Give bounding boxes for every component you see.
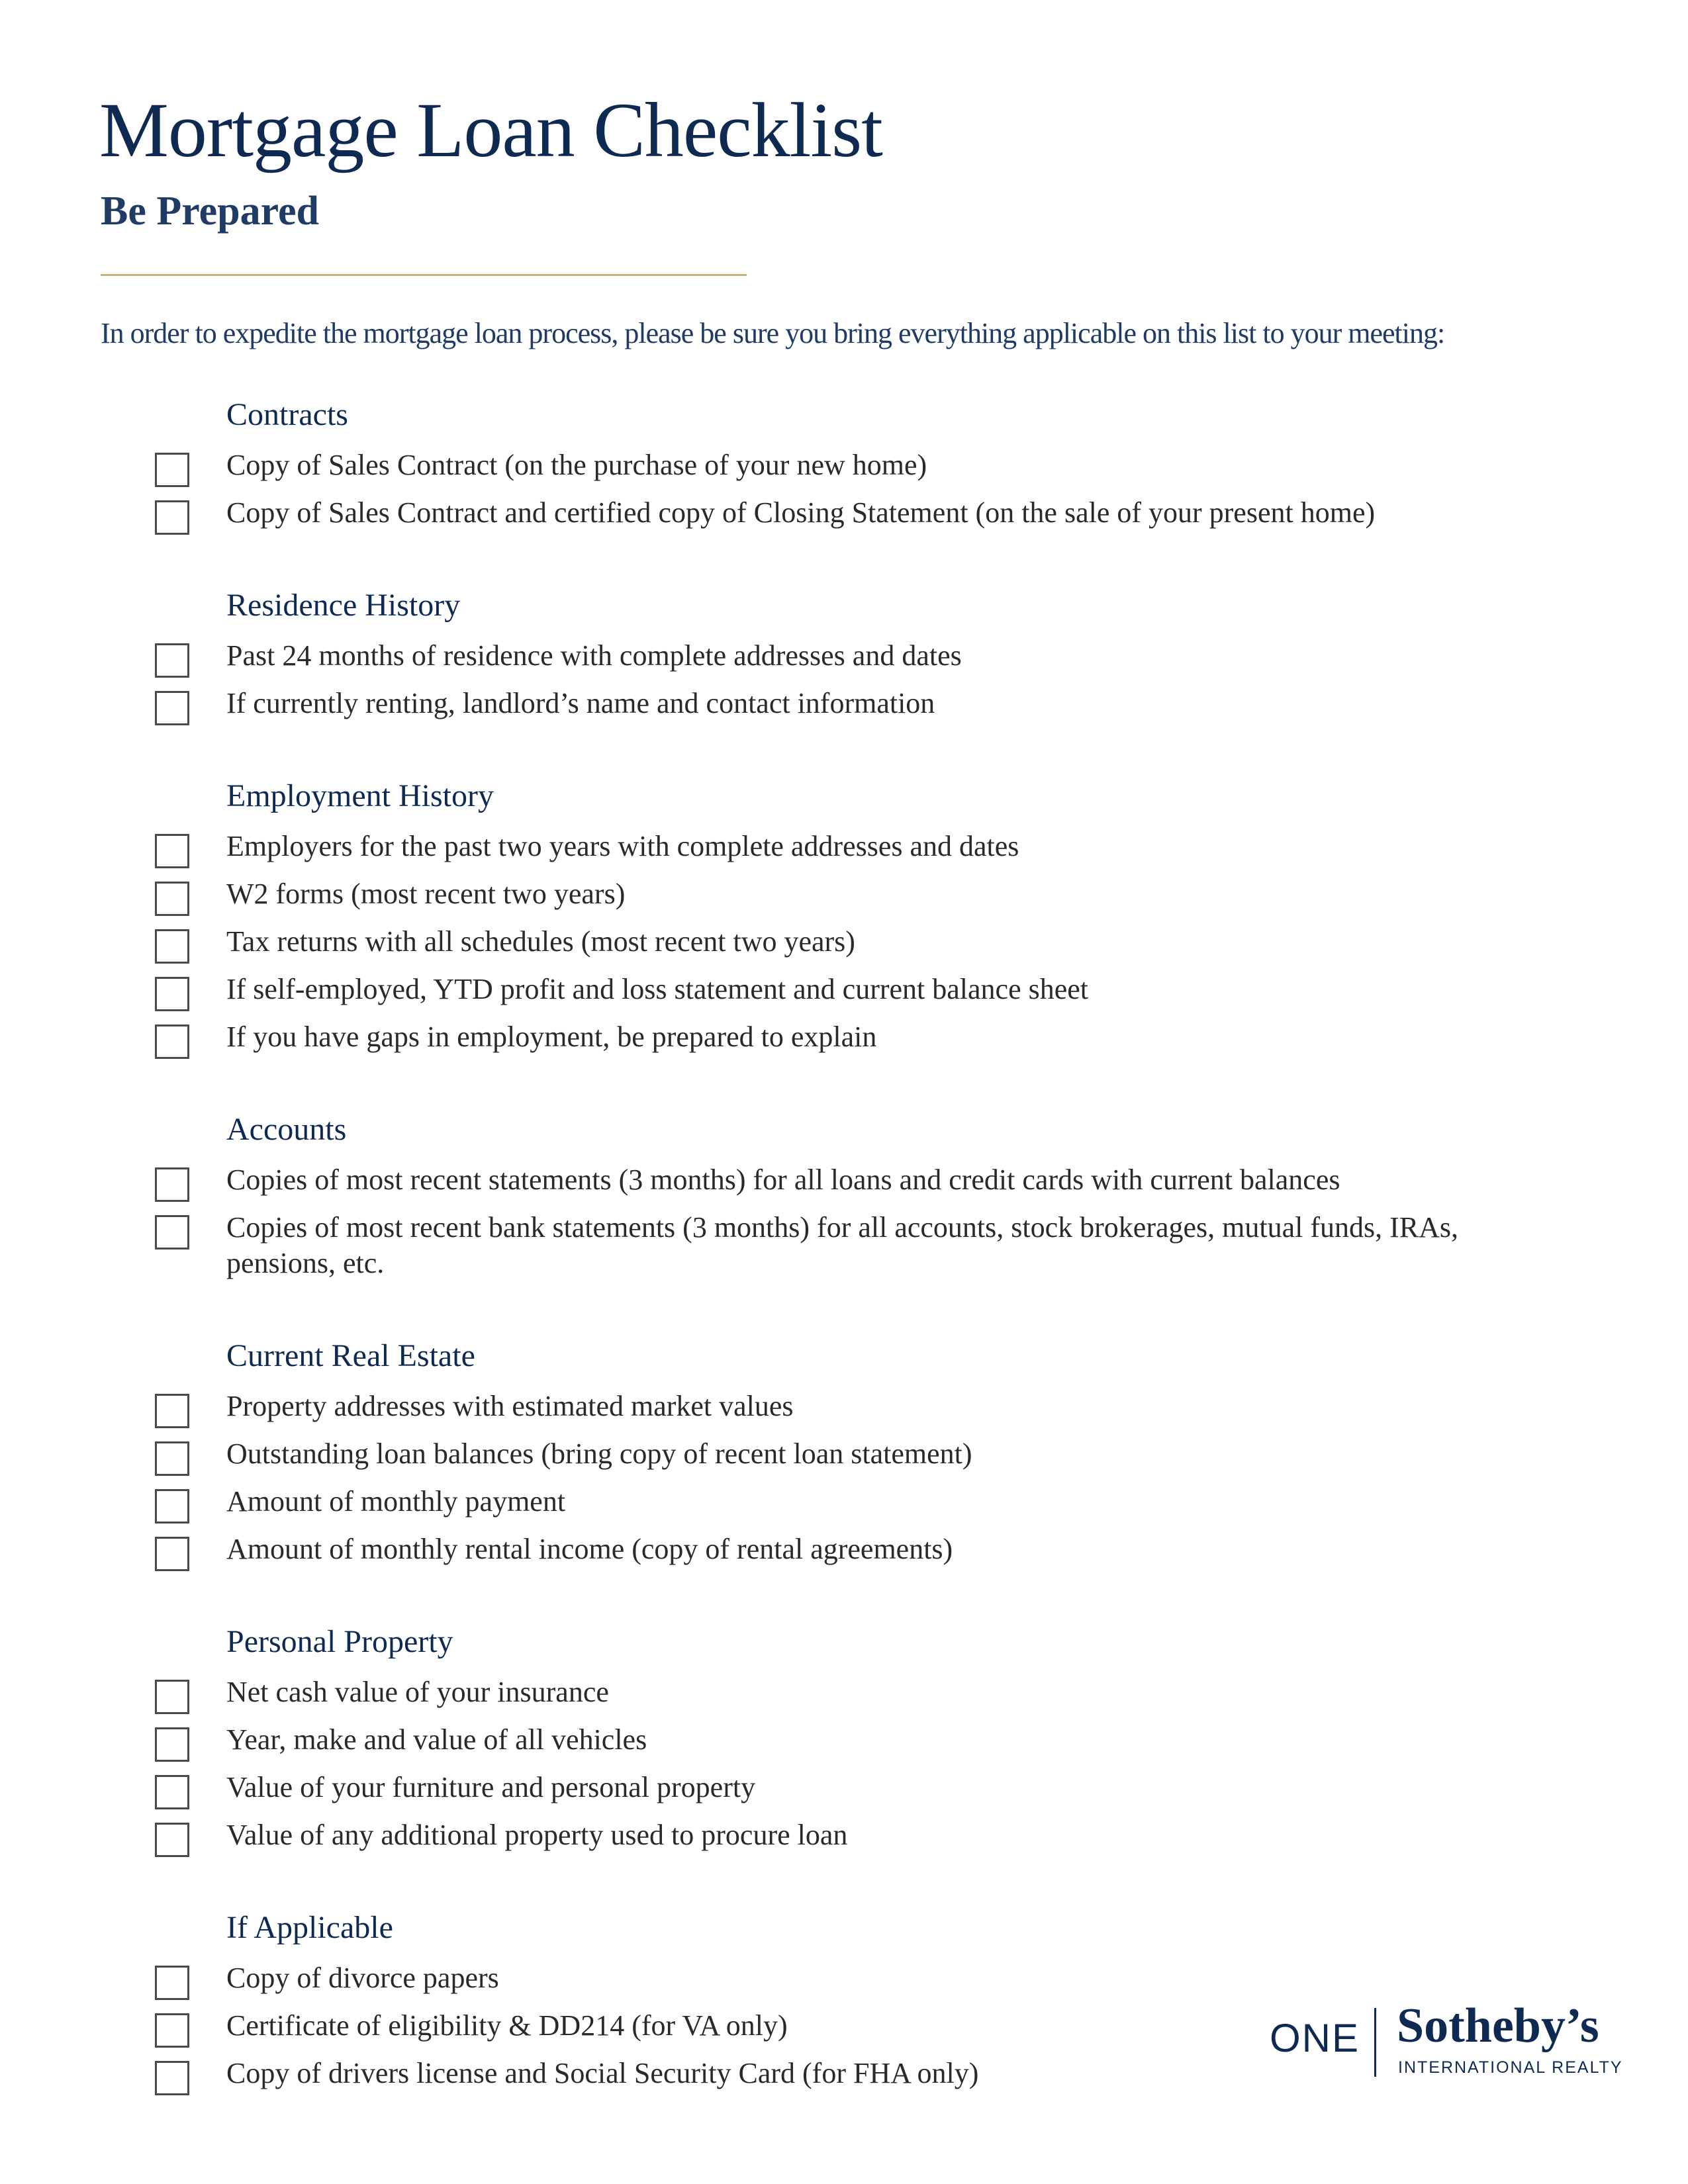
item-label: Certificate of eligibility & DD214 (for VA only) (226, 2009, 788, 2042)
checkbox[interactable] (155, 1489, 189, 1524)
checkbox[interactable] (155, 1441, 189, 1476)
section-title: Accounts (226, 1112, 347, 1147)
checkbox[interactable] (155, 500, 189, 535)
title-divider (101, 274, 747, 276)
checkbox[interactable] (155, 2061, 189, 2095)
checkbox[interactable] (155, 453, 189, 487)
checkbox[interactable] (155, 1215, 189, 1250)
page-subtitle: Be Prepared (101, 189, 320, 234)
item-label: Copy of drivers license and Social Security Card (for FHA only) (226, 2057, 979, 2089)
logo-tagline: INTERNATIONAL REALTY (1398, 2058, 1623, 2077)
checkbox[interactable] (155, 1823, 189, 1857)
section-title: Contracts (226, 397, 348, 432)
page-title: Mortgage Loan Checklist (99, 87, 882, 173)
checkbox[interactable] (155, 643, 189, 678)
item-label: Value of any additional property used to procure loan (226, 1819, 848, 1851)
checkbox[interactable] (155, 834, 189, 868)
checkbox[interactable] (155, 2013, 189, 2048)
section-title: If Applicable (226, 1910, 393, 1945)
checkbox[interactable] (155, 1727, 189, 1762)
checkbox[interactable] (155, 1966, 189, 2000)
checkbox[interactable] (155, 1167, 189, 1202)
item-label: Copy of Sales Contract and certified copy of Closing Statement (on the sale of your present home) (226, 496, 1376, 529)
section-title: Current Real Estate (226, 1338, 475, 1373)
item-label: Outstanding loan balances (bring copy of recent loan statement) (226, 1437, 972, 1470)
section-title: Personal Property (226, 1624, 453, 1659)
intro-text: In order to expedite the mortgage loan process, please be sure you bring everything applicable on this list to your meeting: (101, 317, 1445, 349)
item-label: Copies of most recent statements (3 months) for all loans and credit cards with current balances (226, 1163, 1340, 1196)
item-label: W2 forms (most recent two years) (226, 878, 626, 910)
logo-one-text: ONE (1270, 2016, 1360, 2060)
item-label: Copies of most recent bank statements (3 months) for all accounts, stock brokerages, mutual funds, IRAs, pensions, etc. (226, 1211, 1459, 1279)
item-label: Tax returns with all schedules (most recent two years) (226, 925, 855, 958)
checkbox[interactable] (155, 882, 189, 916)
checkbox[interactable] (155, 1680, 189, 1714)
item-label: Employers for the past two years with complete addresses and dates (226, 830, 1019, 862)
logo-divider (1374, 2008, 1376, 2077)
item-label: Past 24 months of residence with complete addresses and dates (226, 639, 962, 672)
item-label: If self-employed, YTD profit and loss statement and current balance sheet (226, 973, 1089, 1005)
item-label: If currently renting, landlord’s name and contact information (226, 687, 935, 719)
checkbox[interactable] (155, 1537, 189, 1571)
item-label: Copy of Sales Contract (on the purchase of your new home) (226, 449, 927, 481)
item-label: If you have gaps in employment, be prepared to explain (226, 1021, 877, 1053)
checkbox[interactable] (155, 929, 189, 964)
item-label: Amount of monthly payment (226, 1485, 566, 1518)
checkbox[interactable] (155, 1024, 189, 1059)
item-label: Property addresses with estimated market values (226, 1390, 794, 1422)
section-title: Residence History (226, 588, 461, 623)
checkbox[interactable] (155, 977, 189, 1011)
brand-logo (1270, 1999, 1623, 2081)
item-label: Amount of monthly rental income (copy of rental agreements) (226, 1533, 953, 1565)
item-label: Year, make and value of all vehicles (226, 1723, 647, 1756)
section-title: Employment History (226, 778, 494, 813)
item-label: Value of your furniture and personal property (226, 1771, 756, 1803)
checkbox[interactable] (155, 1775, 189, 1809)
logo-name-text: Sotheby’s (1397, 1999, 1599, 2053)
item-label: Copy of divorce papers (226, 1962, 499, 1994)
item-label: Net cash value of your insurance (226, 1676, 609, 1708)
checkbox[interactable] (155, 1394, 189, 1428)
checkbox[interactable] (155, 691, 189, 725)
